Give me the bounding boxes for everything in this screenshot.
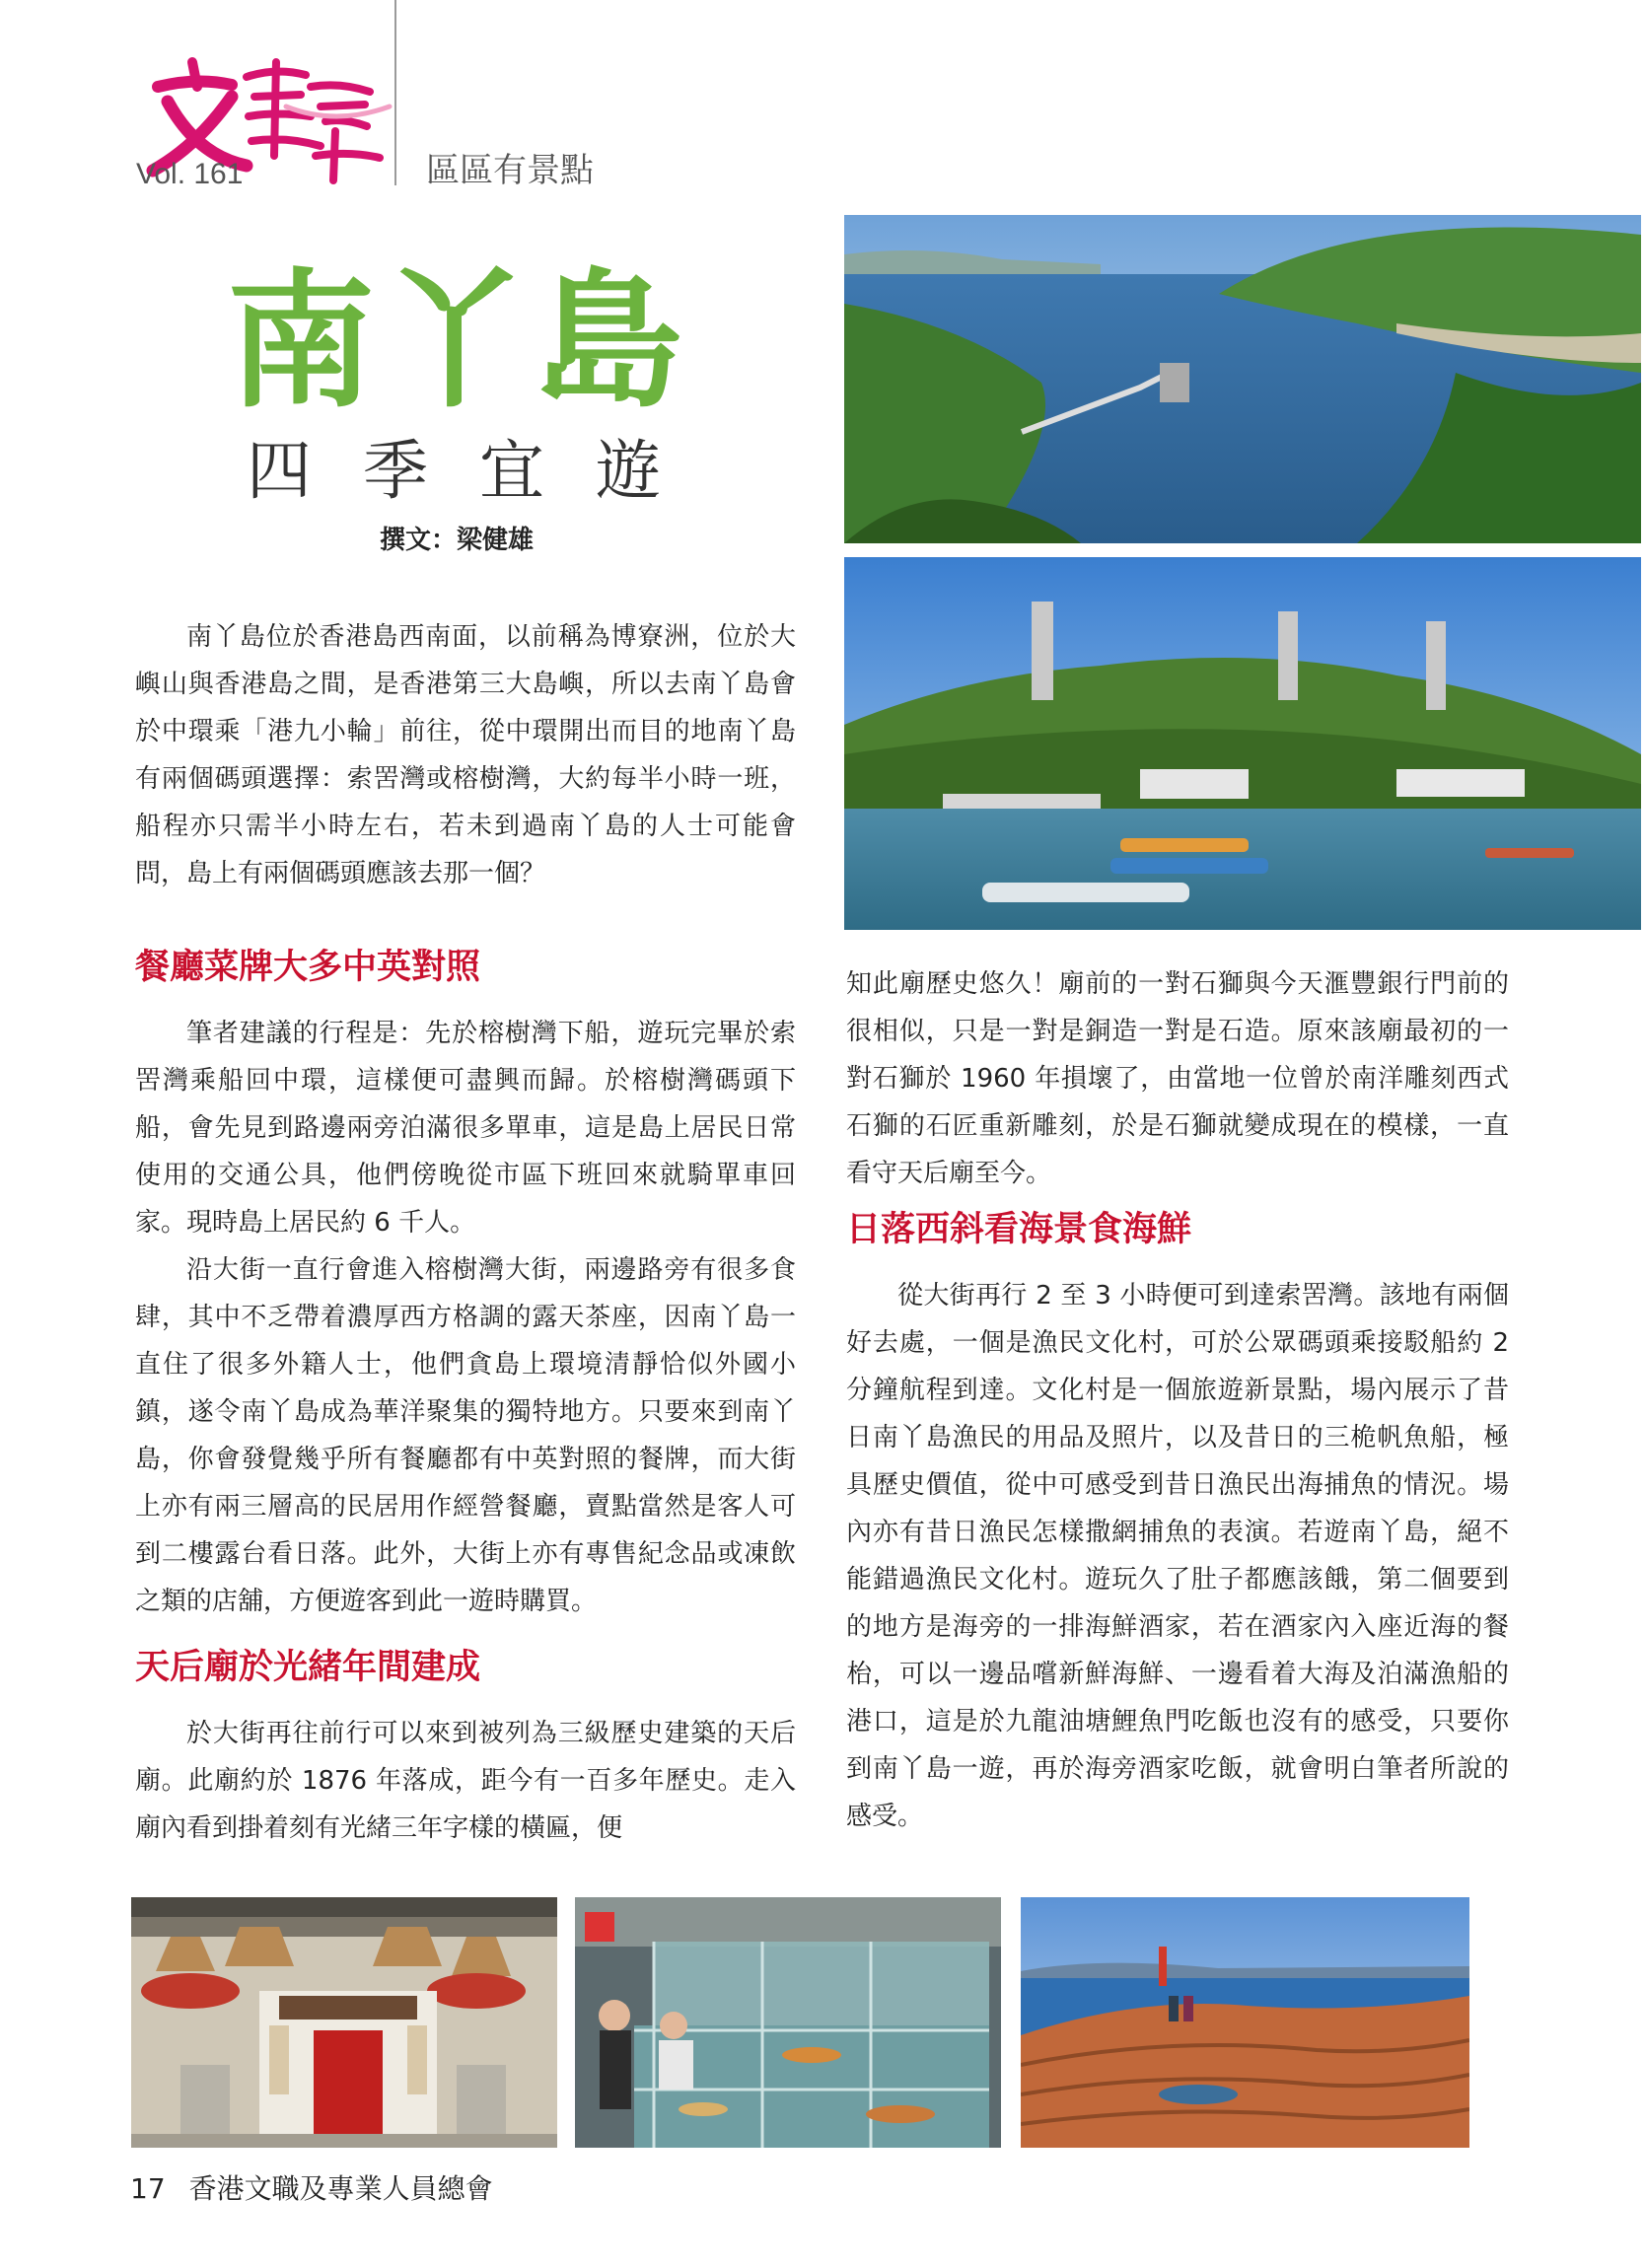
- section-2-paragraph-1: 於大街再往前行可以來到被列為三級歷史建築的天后廟。此廟約於 1876 年落成，距今有一百多年歷史。走入廟內看到掛着刻有光緒三年字樣的橫匾，便: [135, 1719, 796, 1843]
- page-footer: [130, 2167, 493, 2207]
- article-subtitle: 四季宜遊: [247, 433, 712, 509]
- section-2-paragraph-2: 知此廟歷史悠久！廟前的一對石獅與今天滙豐銀行門前的很相似，只是一對是銅造一對是石造。原來該廟最初的一對石獅於 1960 年損壞了，由當地一位曾於南洋雕刻西式石獅的石匠重新雕刻，於是石獅就變成現在的模樣，一直看守天后廟至今。: [846, 969, 1509, 1188]
- publisher-name: 香港文職及專業人員總會: [188, 2172, 493, 2205]
- photo-bay-landscape: [844, 215, 1641, 543]
- photo-seafood-tanks: [575, 1897, 1001, 2148]
- section-2-heading: 天后廟於光緒年間建成: [135, 1648, 481, 1687]
- article-title: 南丫島: [227, 256, 689, 428]
- header-divider: [394, 0, 396, 185]
- intro-paragraph: 南丫島位於香港島西南面，以前稱為博寮洲，位於大嶼山與香港島之間，是香港第三大島嶼，所以去南丫島會於中環乘「港九小輪」前往，從中環開出而目的地南丫島有兩個碼頭選擇：索罟灣或榕樹灣，大約每半小時一班，船程亦只需半小時左右，若未到過南丫島的人士可能會問，島上有兩個碼頭應該去那一個？: [135, 622, 796, 888]
- photo-power-station: [844, 557, 1641, 930]
- intro-paragraph-block: [135, 613, 796, 897]
- section-1-paragraph-1: 筆者建議的行程是：先於榕樹灣下船，遊玩完畢於索罟灣乘船回中環，這樣便可盡興而歸。於榕樹灣碼頭下船，會先見到路邊兩旁泊滿很多單車，這是島上居民日常使用的交通公具，他們傍晚從市區下班回來就騎單車回家。現時島上居民約 6 千人。: [135, 1019, 796, 1238]
- section-1: [135, 947, 796, 1625]
- section-2: [135, 1647, 796, 1852]
- volume-label: Vol. 161: [136, 158, 244, 190]
- section-1-paragraph-2: 沿大街一直行會進入榕樹灣大街，兩邊路旁有很多食肆，其中不乏帶着濃厚西方格調的露天茶座，因南丫島一直住了很多外籍人士，他們貪島上環境清靜恰似外國小鎮，遂令南丫島成為華洋聚集的獨特地方。只要來到南丫島，你會發覺幾乎所有餐廳都有中英對照的餐牌，而大街上亦有兩三層高的民居用作經營餐廳，賣點當然是客人可到二樓露台看日落。此外，大街上亦有專售紀念品或凍飲之類的店舖，方便遊客到此一遊時購買。: [135, 1255, 796, 1616]
- section-3: [846, 1209, 1509, 1840]
- article-byline: 撰文：梁健雄: [380, 526, 535, 555]
- section-1-heading: 餐廳菜牌大多中英對照: [135, 948, 481, 987]
- section-3-heading: 日落西斜看海景食海鮮: [846, 1210, 1192, 1249]
- photo-rocky-coast: [1021, 1897, 1469, 2148]
- section-2-continued: [846, 960, 1509, 1197]
- section-label: 區區有景點: [426, 151, 594, 190]
- section-3-paragraph-1: 從大街再行 2 至 3 小時便可到達索罟灣。該地有兩個好去處，一個是漁民文化村，可於公眾碼頭乘接駁船約 2 分鐘航程到達。文化村是一個旅遊新景點，場內展示了昔日南丫島漁民的用品及照片，以及昔日的三桅帆魚船，極具歷史價值，從中可感受到昔日漁民出海捕魚的情況。場內亦有昔日漁民怎樣撒網捕魚的表演。若遊南丫島，絕不能錯過漁民文化村。遊玩久了肚子都應該餓，第二個要到的地方是海旁的一排海鮮酒家，若在酒家內入座近海的餐枱，可以一邊品嚐新鮮海鮮、一邊看着大海及泊滿漁船的港口，這是於九龍油塘鯉魚門吃飯也沒有的感受，只要你到南丫島一遊，再於海旁酒家吃飯，就會明白筆者所說的感受。: [846, 1281, 1509, 1831]
- photo-tin-hau-temple: [131, 1897, 557, 2148]
- page-number: 17: [130, 2172, 166, 2205]
